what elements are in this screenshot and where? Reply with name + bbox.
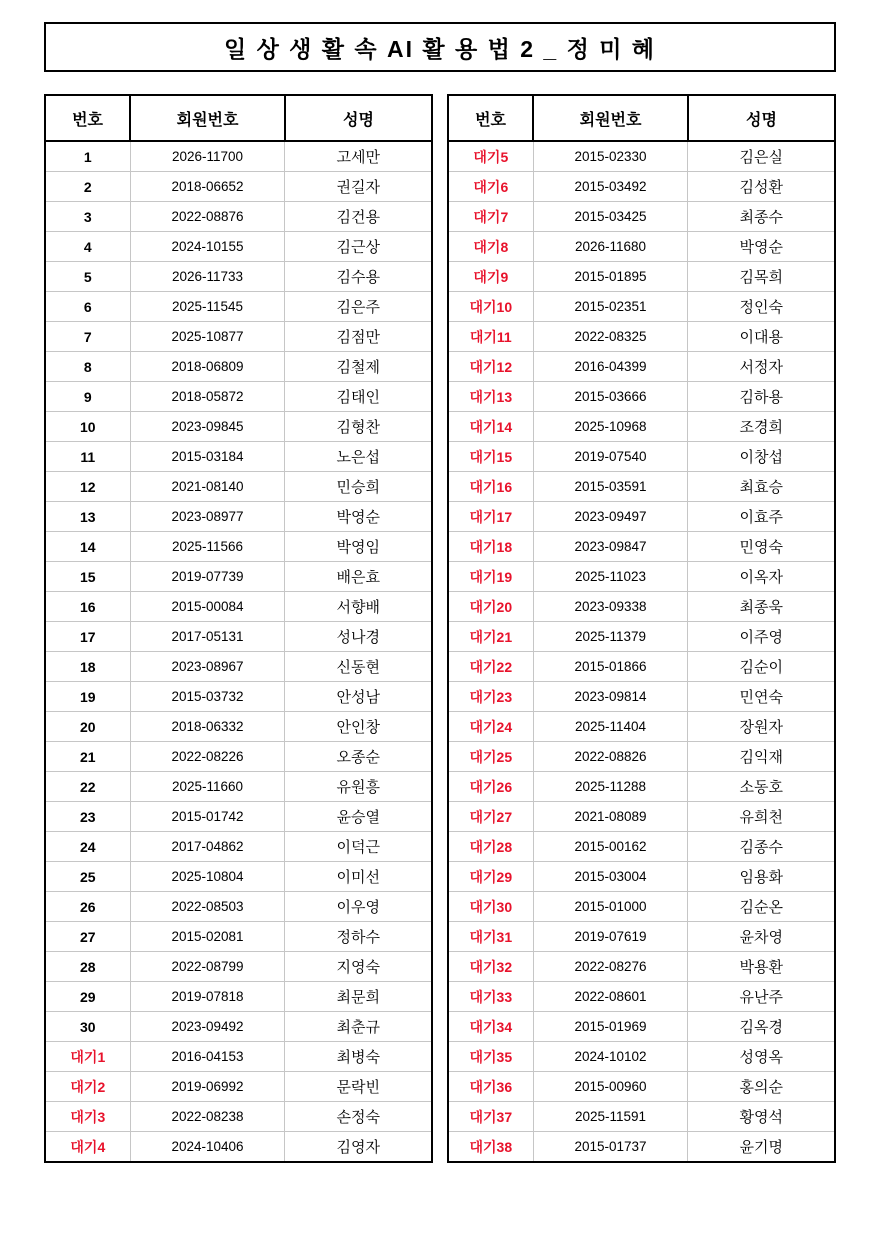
cell-number: 대기23 — [448, 682, 533, 712]
cell-member-id: 2023-08977 — [130, 502, 285, 532]
cell-number: 28 — [45, 952, 130, 982]
cell-number: 대기4 — [45, 1132, 130, 1163]
cell-member-id: 2015-02330 — [533, 141, 688, 172]
cell-name: 손정숙 — [285, 1102, 432, 1132]
cell-number: 대기9 — [448, 262, 533, 292]
table-row — [45, 742, 432, 772]
cell-number: 대기26 — [448, 772, 533, 802]
cell-name: 장원자 — [688, 712, 835, 742]
cell-name: 최종수 — [688, 202, 835, 232]
cell-name: 유원흥 — [285, 772, 432, 802]
cell-number: 14 — [45, 532, 130, 562]
table-row — [448, 472, 835, 502]
cell-name: 성영옥 — [688, 1042, 835, 1072]
cell-member-id: 2018-06652 — [130, 172, 285, 202]
cell-member-id: 2022-08601 — [533, 982, 688, 1012]
cell-name: 김철제 — [285, 352, 432, 382]
cell-member-id: 2015-01000 — [533, 892, 688, 922]
cell-member-id: 2019-07739 — [130, 562, 285, 592]
cell-name: 지영숙 — [285, 952, 432, 982]
cell-number: 11 — [45, 442, 130, 472]
cell-member-id: 2015-03004 — [533, 862, 688, 892]
table-row — [448, 232, 835, 262]
cell-name: 서정자 — [688, 352, 835, 382]
table-row — [448, 322, 835, 352]
table-row — [448, 382, 835, 412]
cell-number: 대기2 — [45, 1072, 130, 1102]
column-header-member-id: 회원번호 — [533, 95, 688, 141]
table-row — [448, 592, 835, 622]
cell-member-id: 2017-05131 — [130, 622, 285, 652]
cell-number: 29 — [45, 982, 130, 1012]
roster-table-right — [447, 94, 836, 1163]
cell-member-id: 2025-11288 — [533, 772, 688, 802]
cell-member-id: 2023-09845 — [130, 412, 285, 442]
cell-name: 임용화 — [688, 862, 835, 892]
table-row — [45, 982, 432, 1012]
cell-number: 대기34 — [448, 1012, 533, 1042]
cell-name: 문락빈 — [285, 1072, 432, 1102]
cell-member-id: 2019-07540 — [533, 442, 688, 472]
cell-number: 대기14 — [448, 412, 533, 442]
cell-name: 조경희 — [688, 412, 835, 442]
cell-number: 20 — [45, 712, 130, 742]
table-row — [45, 682, 432, 712]
cell-name: 서향배 — [285, 592, 432, 622]
table-row — [448, 652, 835, 682]
cell-name: 김형찬 — [285, 412, 432, 442]
cell-number: 대기20 — [448, 592, 533, 622]
table-row — [448, 712, 835, 742]
cell-name: 박용환 — [688, 952, 835, 982]
cell-name: 김점만 — [285, 322, 432, 352]
cell-member-id: 2022-08276 — [533, 952, 688, 982]
cell-name: 김하용 — [688, 382, 835, 412]
table-row — [448, 892, 835, 922]
cell-name: 김건용 — [285, 202, 432, 232]
table-row — [448, 562, 835, 592]
table-row — [448, 682, 835, 712]
cell-number: 9 — [45, 382, 130, 412]
cell-member-id: 2015-00960 — [533, 1072, 688, 1102]
cell-number: 13 — [45, 502, 130, 532]
document-title-box — [44, 22, 836, 72]
cell-name: 김영자 — [285, 1132, 432, 1163]
cell-number: 22 — [45, 772, 130, 802]
cell-number: 대기16 — [448, 472, 533, 502]
cell-name: 이주영 — [688, 622, 835, 652]
cell-member-id: 2025-11404 — [533, 712, 688, 742]
cell-member-id: 2015-03492 — [533, 172, 688, 202]
table-row — [45, 922, 432, 952]
cell-member-id: 2025-10804 — [130, 862, 285, 892]
cell-member-id: 2015-01969 — [533, 1012, 688, 1042]
cell-number: 대기18 — [448, 532, 533, 562]
cell-member-id: 2025-11023 — [533, 562, 688, 592]
table-row — [45, 892, 432, 922]
cell-member-id: 2021-08089 — [533, 802, 688, 832]
cell-member-id: 2015-03591 — [533, 472, 688, 502]
table-row — [45, 592, 432, 622]
cell-number: 대기6 — [448, 172, 533, 202]
table-row — [45, 652, 432, 682]
cell-name: 고세만 — [285, 141, 432, 172]
cell-number: 4 — [45, 232, 130, 262]
cell-member-id: 2023-08967 — [130, 652, 285, 682]
cell-number: 대기31 — [448, 922, 533, 952]
cell-name: 박영순 — [688, 232, 835, 262]
cell-name: 정하수 — [285, 922, 432, 952]
cell-name: 민연숙 — [688, 682, 835, 712]
cell-name: 최종욱 — [688, 592, 835, 622]
cell-number: 대기22 — [448, 652, 533, 682]
table-row — [45, 562, 432, 592]
cell-name: 최병숙 — [285, 1042, 432, 1072]
cell-member-id: 2015-00084 — [130, 592, 285, 622]
cell-name: 김수용 — [285, 262, 432, 292]
cell-name: 박영임 — [285, 532, 432, 562]
cell-number: 30 — [45, 1012, 130, 1042]
column-header-name: 성명 — [285, 95, 432, 141]
table-row — [448, 292, 835, 322]
cell-number: 대기25 — [448, 742, 533, 772]
cell-member-id: 2022-08799 — [130, 952, 285, 982]
table-row — [448, 412, 835, 442]
table-row — [448, 832, 835, 862]
cell-member-id: 2025-11566 — [130, 532, 285, 562]
cell-number: 대기7 — [448, 202, 533, 232]
cell-name: 박영순 — [285, 502, 432, 532]
table-row — [45, 352, 432, 382]
table-row — [45, 382, 432, 412]
cell-name: 이옥자 — [688, 562, 835, 592]
table-row — [45, 442, 432, 472]
table-row — [448, 622, 835, 652]
cell-name: 김익재 — [688, 742, 835, 772]
column-header-name: 성명 — [688, 95, 835, 141]
cell-number: 대기12 — [448, 352, 533, 382]
table-row — [45, 1102, 432, 1132]
cell-number: 19 — [45, 682, 130, 712]
cell-number: 대기15 — [448, 442, 533, 472]
cell-member-id: 2015-03184 — [130, 442, 285, 472]
cell-number: 대기13 — [448, 382, 533, 412]
cell-name: 이창섭 — [688, 442, 835, 472]
cell-number: 대기33 — [448, 982, 533, 1012]
cell-member-id: 2024-10406 — [130, 1132, 285, 1163]
cell-number: 2 — [45, 172, 130, 202]
cell-member-id: 2024-10102 — [533, 1042, 688, 1072]
cell-name: 노은섭 — [285, 442, 432, 472]
cell-number: 대기11 — [448, 322, 533, 352]
cell-number: 18 — [45, 652, 130, 682]
cell-name: 김은주 — [285, 292, 432, 322]
table-row — [45, 532, 432, 562]
roster-table-right-body — [448, 141, 835, 1162]
table-row — [45, 292, 432, 322]
cell-member-id: 2023-09338 — [533, 592, 688, 622]
table-row — [448, 742, 835, 772]
cell-name: 최효승 — [688, 472, 835, 502]
cell-number: 대기19 — [448, 562, 533, 592]
cell-number: 12 — [45, 472, 130, 502]
cell-number: 6 — [45, 292, 130, 322]
cell-member-id: 2018-05872 — [130, 382, 285, 412]
table-row — [448, 772, 835, 802]
roster-table-right-wrap — [447, 94, 836, 1163]
table-row — [45, 232, 432, 262]
cell-number: 27 — [45, 922, 130, 952]
cell-number: 대기21 — [448, 622, 533, 652]
cell-number: 대기29 — [448, 862, 533, 892]
cell-number: 대기1 — [45, 1042, 130, 1072]
table-row — [45, 262, 432, 292]
cell-member-id: 2022-08826 — [533, 742, 688, 772]
table-row — [448, 922, 835, 952]
cell-number: 대기37 — [448, 1102, 533, 1132]
cell-number: 15 — [45, 562, 130, 592]
cell-member-id: 2015-01866 — [533, 652, 688, 682]
cell-name: 윤기명 — [688, 1132, 835, 1163]
table-row — [45, 712, 432, 742]
cell-member-id: 2015-01742 — [130, 802, 285, 832]
cell-member-id: 2015-02081 — [130, 922, 285, 952]
table-row — [448, 952, 835, 982]
cell-name: 권길자 — [285, 172, 432, 202]
cell-number: 17 — [45, 622, 130, 652]
cell-member-id: 2016-04153 — [130, 1042, 285, 1072]
cell-name: 유희천 — [688, 802, 835, 832]
cell-member-id: 2019-07619 — [533, 922, 688, 952]
cell-number: 대기36 — [448, 1072, 533, 1102]
cell-name: 유난주 — [688, 982, 835, 1012]
column-header-number: 번호 — [448, 95, 533, 141]
cell-member-id: 2019-06992 — [130, 1072, 285, 1102]
roster-table-left-wrap — [44, 94, 433, 1163]
cell-number: 대기3 — [45, 1102, 130, 1132]
cell-number: 24 — [45, 832, 130, 862]
table-row — [448, 202, 835, 232]
cell-name: 이덕근 — [285, 832, 432, 862]
table-row — [448, 502, 835, 532]
table-header-row — [45, 95, 432, 141]
roster-table-left-body — [45, 141, 432, 1162]
cell-name: 김순이 — [688, 652, 835, 682]
cell-name: 김순온 — [688, 892, 835, 922]
cell-name: 민승희 — [285, 472, 432, 502]
table-row — [448, 802, 835, 832]
cell-number: 21 — [45, 742, 130, 772]
cell-member-id: 2022-08226 — [130, 742, 285, 772]
table-row — [45, 502, 432, 532]
cell-member-id: 2022-08876 — [130, 202, 285, 232]
cell-member-id: 2026-11733 — [130, 262, 285, 292]
table-row — [45, 862, 432, 892]
cell-member-id: 2015-01737 — [533, 1132, 688, 1163]
cell-number: 16 — [45, 592, 130, 622]
cell-number: 대기24 — [448, 712, 533, 742]
cell-name: 이미선 — [285, 862, 432, 892]
table-row — [448, 1042, 835, 1072]
cell-name: 배은효 — [285, 562, 432, 592]
table-row — [45, 832, 432, 862]
cell-name: 김종수 — [688, 832, 835, 862]
cell-member-id: 2025-10877 — [130, 322, 285, 352]
cell-name: 홍의순 — [688, 1072, 835, 1102]
cell-number: 25 — [45, 862, 130, 892]
table-row — [448, 1132, 835, 1163]
cell-number: 7 — [45, 322, 130, 352]
roster-tables — [44, 94, 836, 1163]
cell-name: 김성환 — [688, 172, 835, 202]
cell-member-id: 2025-11545 — [130, 292, 285, 322]
table-row — [45, 141, 432, 172]
cell-member-id: 2015-03425 — [533, 202, 688, 232]
cell-number: 대기38 — [448, 1132, 533, 1163]
cell-member-id: 2015-00162 — [533, 832, 688, 862]
column-header-member-id: 회원번호 — [130, 95, 285, 141]
cell-member-id: 2022-08503 — [130, 892, 285, 922]
cell-name: 윤차영 — [688, 922, 835, 952]
cell-number: 대기17 — [448, 502, 533, 532]
table-row — [448, 1102, 835, 1132]
cell-name: 안성남 — [285, 682, 432, 712]
column-header-number: 번호 — [45, 95, 130, 141]
cell-member-id: 2023-09497 — [533, 502, 688, 532]
cell-name: 이효주 — [688, 502, 835, 532]
cell-member-id: 2022-08238 — [130, 1102, 285, 1132]
cell-member-id: 2024-10155 — [130, 232, 285, 262]
cell-name: 김근상 — [285, 232, 432, 262]
cell-number: 23 — [45, 802, 130, 832]
roster-table-left — [44, 94, 433, 1163]
table-row — [448, 442, 835, 472]
table-row — [45, 772, 432, 802]
cell-member-id: 2017-04862 — [130, 832, 285, 862]
table-row — [45, 472, 432, 502]
cell-name: 이대용 — [688, 322, 835, 352]
table-row — [45, 1012, 432, 1042]
cell-name: 소동호 — [688, 772, 835, 802]
cell-name: 정인숙 — [688, 292, 835, 322]
cell-member-id: 2015-02351 — [533, 292, 688, 322]
table-row — [448, 1072, 835, 1102]
cell-number: 3 — [45, 202, 130, 232]
cell-name: 황영석 — [688, 1102, 835, 1132]
cell-member-id: 2015-03732 — [130, 682, 285, 712]
cell-number: 26 — [45, 892, 130, 922]
cell-member-id: 2021-08140 — [130, 472, 285, 502]
cell-member-id: 2026-11680 — [533, 232, 688, 262]
table-row — [448, 532, 835, 562]
cell-name: 안인창 — [285, 712, 432, 742]
cell-name: 김옥경 — [688, 1012, 835, 1042]
table-row — [448, 982, 835, 1012]
cell-member-id: 2025-10968 — [533, 412, 688, 442]
cell-member-id: 2025-11660 — [130, 772, 285, 802]
cell-name: 김은실 — [688, 141, 835, 172]
table-row — [45, 412, 432, 442]
cell-number: 10 — [45, 412, 130, 442]
cell-number: 대기35 — [448, 1042, 533, 1072]
cell-member-id: 2026-11700 — [130, 141, 285, 172]
cell-member-id: 2023-09847 — [533, 532, 688, 562]
table-row — [45, 322, 432, 352]
cell-member-id: 2023-09492 — [130, 1012, 285, 1042]
cell-member-id: 2023-09814 — [533, 682, 688, 712]
cell-number: 1 — [45, 141, 130, 172]
cell-member-id: 2015-03666 — [533, 382, 688, 412]
cell-number: 대기28 — [448, 832, 533, 862]
cell-name: 오종순 — [285, 742, 432, 772]
table-row — [45, 202, 432, 232]
cell-name: 최문희 — [285, 982, 432, 1012]
cell-number: 대기32 — [448, 952, 533, 982]
cell-name: 신동현 — [285, 652, 432, 682]
cell-name: 이우영 — [285, 892, 432, 922]
table-row — [45, 802, 432, 832]
table-row — [448, 262, 835, 292]
cell-number: 8 — [45, 352, 130, 382]
cell-member-id: 2025-11591 — [533, 1102, 688, 1132]
cell-number: 대기27 — [448, 802, 533, 832]
table-row — [45, 1072, 432, 1102]
cell-name: 성나경 — [285, 622, 432, 652]
table-row — [448, 352, 835, 382]
page-title: 일 상 생 활 속 AI 활 용 법 2 _ 정 미 혜 — [223, 35, 657, 62]
table-row — [448, 172, 835, 202]
cell-member-id: 2015-01895 — [533, 262, 688, 292]
cell-number: 대기8 — [448, 232, 533, 262]
table-row — [45, 1042, 432, 1072]
table-header-row — [448, 95, 835, 141]
table-row — [448, 1012, 835, 1042]
table-row — [448, 862, 835, 892]
cell-name: 윤승열 — [285, 802, 432, 832]
table-row — [45, 952, 432, 982]
table-row — [45, 1132, 432, 1163]
cell-name: 김목희 — [688, 262, 835, 292]
table-row — [448, 141, 835, 172]
table-row — [45, 172, 432, 202]
cell-name: 최춘규 — [285, 1012, 432, 1042]
cell-number: 대기5 — [448, 141, 533, 172]
cell-number: 5 — [45, 262, 130, 292]
cell-member-id: 2016-04399 — [533, 352, 688, 382]
cell-name: 김태인 — [285, 382, 432, 412]
cell-number: 대기30 — [448, 892, 533, 922]
cell-member-id: 2019-07818 — [130, 982, 285, 1012]
cell-member-id: 2018-06332 — [130, 712, 285, 742]
cell-member-id: 2018-06809 — [130, 352, 285, 382]
table-row — [45, 622, 432, 652]
cell-number: 대기10 — [448, 292, 533, 322]
cell-name: 민영숙 — [688, 532, 835, 562]
cell-member-id: 2025-11379 — [533, 622, 688, 652]
cell-member-id: 2022-08325 — [533, 322, 688, 352]
